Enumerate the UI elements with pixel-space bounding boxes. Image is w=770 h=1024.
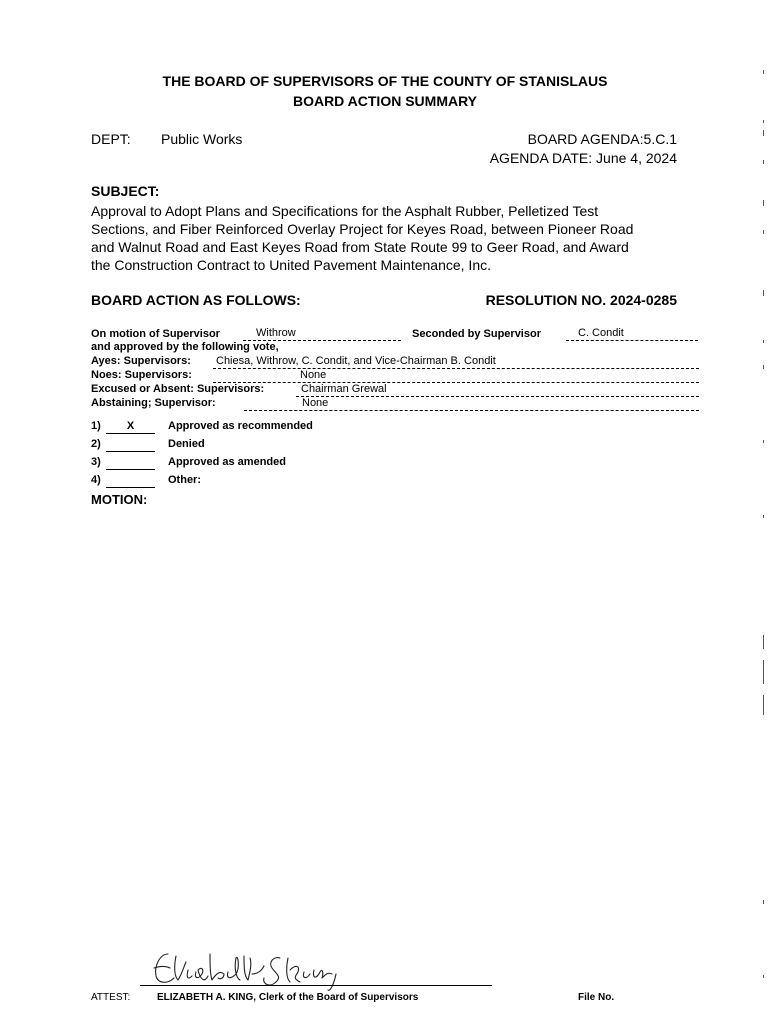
option-label: Other: xyxy=(168,474,201,486)
motion-heading: MOTION: xyxy=(91,492,148,507)
excused-line xyxy=(296,396,699,397)
ayes-label: Ayes: Supervisors: xyxy=(91,355,191,367)
excused-value: Chairman Grewal xyxy=(301,383,387,395)
board-action-heading: BOARD ACTION AS FOLLOWS: xyxy=(91,292,301,308)
option-label: Approved as recommended xyxy=(168,420,313,432)
resolution-number: RESOLUTION NO. 2024-0285 xyxy=(485,292,677,308)
abstaining-value: None xyxy=(302,397,329,409)
option-label: Approved as amended xyxy=(168,456,286,468)
dept-value: Public Works xyxy=(161,131,243,147)
option-blank xyxy=(106,469,155,470)
option-blank xyxy=(106,433,155,434)
subject-line: Approval to Adopt Plans and Specifications for the Asphalt Rubber, Pelletized Test xyxy=(91,203,599,219)
excused-label: Excused or Absent: Supervisors: xyxy=(91,383,265,395)
motion-label: On motion of Supervisor xyxy=(91,328,220,340)
option-label: Denied xyxy=(168,438,205,450)
board-agenda: BOARD AGENDA:5.C.1 xyxy=(527,131,677,147)
header-subtitle: BOARD ACTION SUMMARY xyxy=(292,93,478,109)
attest-name: ELIZABETH A. KING, Clerk of the Board of Supervisors xyxy=(157,992,419,1003)
subject-line: Sections, and Fiber Reinforced Overlay Project for Keyes Road, between Pioneer Road xyxy=(91,221,634,237)
agenda-date: AGENDA DATE: June 4, 2024 xyxy=(489,150,677,166)
option-blank xyxy=(106,487,155,488)
abstaining-line xyxy=(244,410,699,411)
option-mark: X xyxy=(126,420,135,432)
seconded-line xyxy=(566,340,698,341)
header-title: THE BOARD OF SUPERVISORS OF THE COUNTY OF STANISLAUS xyxy=(162,73,608,89)
ayes-line xyxy=(213,368,699,369)
option-number: 3) xyxy=(91,456,101,468)
option-number: 2) xyxy=(91,438,101,450)
subject-heading: SUBJECT: xyxy=(91,183,160,199)
abstaining-label: Abstaining; Supervisor: xyxy=(91,397,216,409)
subject-line: and Walnut Road and East Keyes Road from State Route 99 to Geer Road, and Award xyxy=(91,239,629,255)
file-number-label: File No. xyxy=(578,992,615,1003)
option-number: 4) xyxy=(91,474,101,486)
seconded-label: Seconded by Supervisor xyxy=(412,328,541,340)
option-blank xyxy=(106,451,155,452)
noes-label: Noes: Supervisors: xyxy=(91,369,192,381)
noes-value: None xyxy=(300,369,327,381)
motion-value: Withrow xyxy=(256,327,296,339)
attest-label: ATTEST: xyxy=(91,992,131,1003)
dept-label: DEPT: xyxy=(91,131,131,147)
seconded-value: C. Condit xyxy=(578,327,624,339)
subject-line: the Construction Contract to United Pavement Maintenance, Inc. xyxy=(91,257,491,273)
signature-line xyxy=(140,985,492,986)
signature-image xyxy=(140,944,380,994)
noes-line xyxy=(213,382,699,383)
approved-line: and approved by the following vote, xyxy=(91,341,279,353)
ayes-value: Chiesa, Withrow, C. Condit, and Vice-Chairman B. Condit xyxy=(216,355,496,367)
option-number: 1) xyxy=(91,420,101,432)
